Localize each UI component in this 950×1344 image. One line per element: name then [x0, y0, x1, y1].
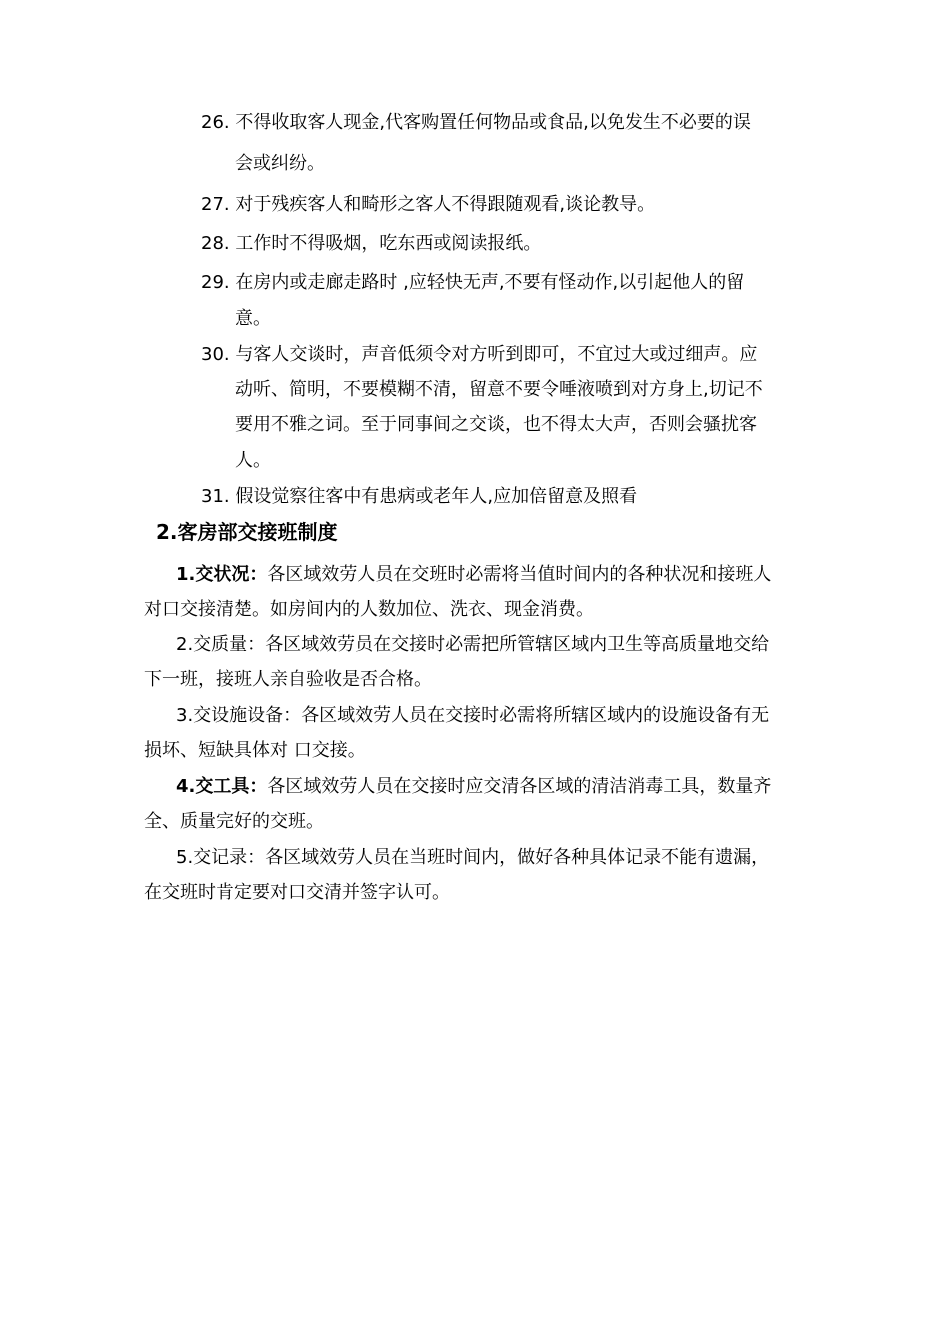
rule-28-line-1: [201, 232, 541, 256]
rule-text: 假设觉察往客中有患病或老年人,应加倍留意及照看: [235, 486, 638, 507]
rule-number: 30.: [201, 344, 230, 365]
handover-2-line-1: [176, 633, 769, 657]
handover-label: 3.交设施设备：: [176, 705, 302, 726]
handover-3-line-1: [176, 704, 769, 728]
rule-text: 工作时不得吸烟，吃东西或阅读报纸。: [235, 233, 542, 254]
handover-label: 4.交工具：: [176, 776, 268, 797]
rule-30-line-1: [201, 343, 757, 367]
handover-2-line-2: 下一班，接班人亲自验收是否合格。: [144, 669, 432, 690]
rule-27-line-1: [201, 193, 655, 217]
handover-3-line-2: 损坏、短缺具体对 口交接。: [144, 740, 366, 761]
rule-text: 对于残疾客人和畸形之客人不得跟随观看,谈论教导。: [235, 194, 656, 215]
handover-text: 各区域效劳人员在当班时间内，做好各种具体记录不能有遗漏，: [265, 847, 770, 868]
rule-30-line-4: 人。: [235, 450, 271, 471]
handover-1-line-2: 对口交接清楚。如房间内的人数加位、洗衣、现金消费。: [144, 599, 594, 620]
handover-4-line-1: [176, 775, 771, 799]
handover-text: 各区域效劳人员在交班时必需将当值时间内的各种状况和接班人: [267, 564, 772, 585]
rule-number: 27.: [201, 194, 230, 215]
rule-26-line-1: [201, 111, 751, 135]
handover-5-line-2: 在交班时肯定要对口交清并签字认可。: [144, 882, 450, 903]
rule-29-line-2: 意。: [235, 308, 271, 329]
rule-number: 26.: [201, 112, 230, 133]
handover-text: 各区域效劳人员在交接时应交清各区域的清洁消毒工具，数量齐: [267, 776, 772, 797]
rule-number: 31.: [201, 486, 230, 507]
rule-text: 在房内或走廊走路时 ,应轻快无声,不要有怪动作,以引起他人的留: [235, 272, 745, 293]
rule-text: 不得收取客人现金,代客购置任何物品或食品,以免发生不必要的误: [235, 112, 751, 133]
rule-number: 28.: [201, 233, 230, 254]
handover-label: 1.交状况：: [176, 564, 268, 585]
handover-5-line-1: [176, 846, 769, 870]
handover-label: 5.交记录：: [176, 847, 266, 868]
handover-4-line-2: 全、质量完好的交班。: [144, 811, 324, 832]
rule-29-line-1: [201, 271, 744, 295]
rule-30-line-3: 要用不雅之词。至于同事间之交谈，也不得太大声，否则会骚扰客: [235, 414, 757, 435]
handover-1-line-1: [176, 563, 771, 587]
handover-label: 2.交质量：: [176, 634, 266, 655]
rule-30-line-2: 动听、简明，不要模糊不清，留意不要令唾液喷到对方身上,切记不: [235, 379, 763, 400]
handover-text: 各区域效劳员在交接时必需把所管辖区域内卫生等高质量地交给: [265, 634, 770, 655]
rule-number: 29.: [201, 272, 230, 293]
handover-text: 各区域效劳人员在交接时必需将所辖区域内的设施设备有无: [301, 705, 770, 726]
section-heading: 2.客房部交接班制度: [156, 520, 338, 544]
rule-26-line-2: 会或纠纷。: [235, 153, 325, 174]
rule-text: 与客人交谈时，声音低须令对方听到即可，不宜过大或过细声。应: [235, 344, 758, 365]
rule-31-line-1: [201, 485, 637, 509]
